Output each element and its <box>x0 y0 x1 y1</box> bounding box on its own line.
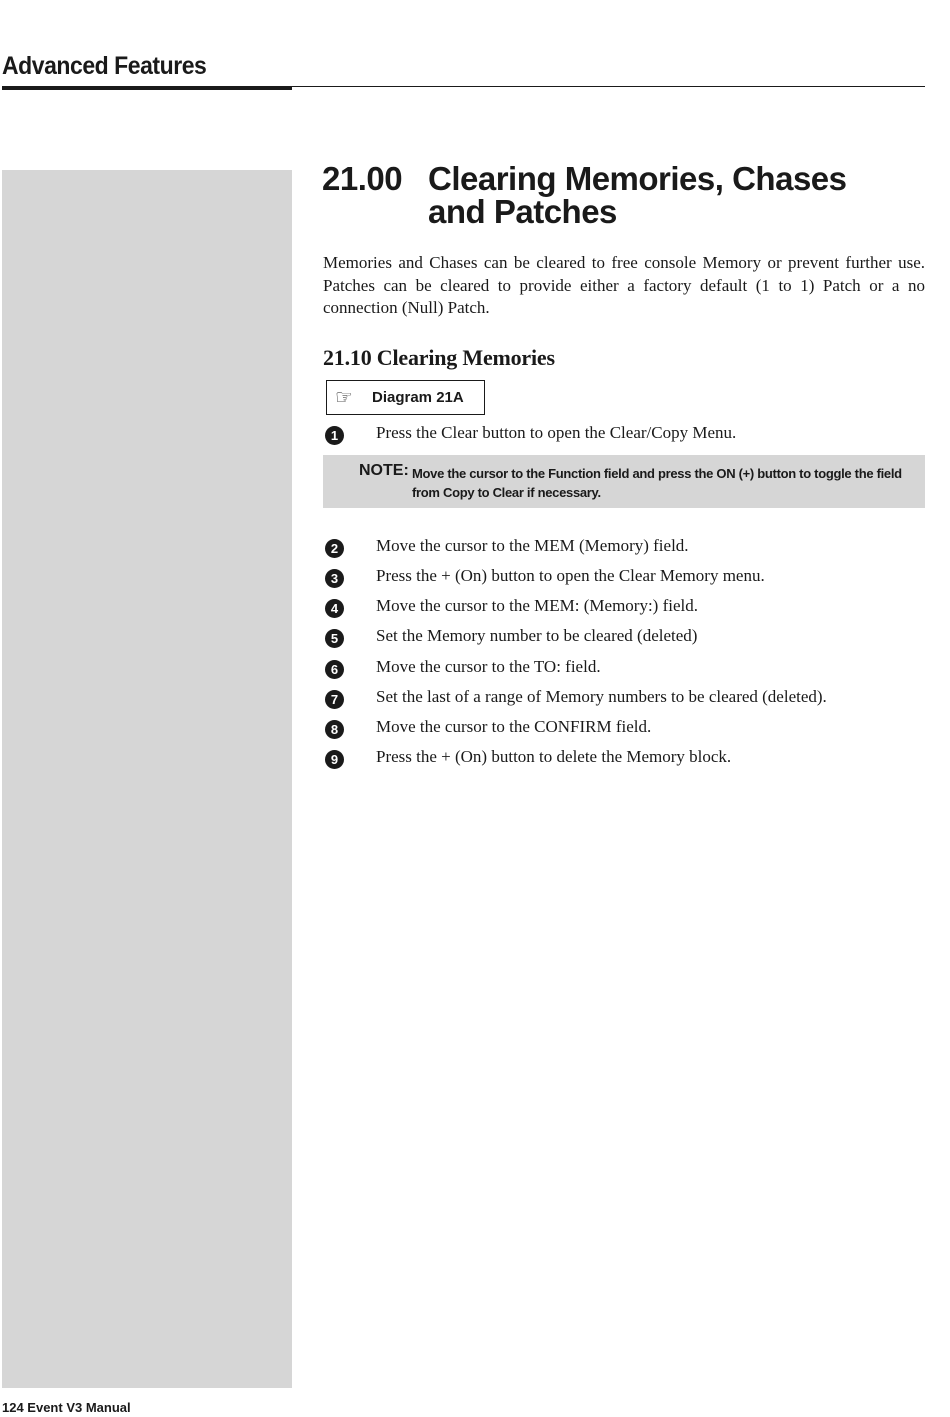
step-text: Press the + (On) button to open the Clear Memory menu. <box>376 566 765 585</box>
step-text: Move the cursor to the MEM: (Memory:) field. <box>376 596 698 615</box>
diagram-reference <box>326 380 485 415</box>
step-number: 5 <box>325 629 344 648</box>
step-text: Set the Memory number to be cleared (deleted) <box>376 626 698 645</box>
step-text: Move the cursor to the TO: field. <box>376 657 601 676</box>
step-text: Press the + (On) button to delete the Memory block. <box>376 747 732 766</box>
note-label: NOTE: <box>359 462 409 479</box>
step-text: Press the Clear button to open the Clear/Copy Menu. <box>376 423 737 442</box>
step-number: 4 <box>325 599 344 618</box>
note-box <box>323 455 925 508</box>
step-number: 1 <box>325 426 344 445</box>
chapter-title-text: Clearing Memories, Chases and Patches <box>428 160 847 230</box>
note-text: Move the cursor to the Function field and press the ON (+) button to toggle the field from Copy to Clear if necessary. <box>412 466 902 500</box>
step-number: 7 <box>325 690 344 709</box>
sidebar-margin <box>2 170 292 1388</box>
section-header-title: Advanced Features <box>2 52 207 80</box>
step-number: 3 <box>325 569 344 588</box>
step-number: 8 <box>325 720 344 739</box>
step-text: Move the cursor to the CONFIRM field. <box>376 717 652 736</box>
diagram-reference-label: Diagram 21A <box>372 389 464 406</box>
step-number: 9 <box>325 750 344 769</box>
pointing-hand-icon: ☞ <box>335 387 353 409</box>
step-number: 2 <box>325 539 344 558</box>
section-heading: 21.10 Clearing Memories <box>323 345 555 370</box>
intro-paragraph: Memories and Chases can be cleared to free console Memory or prevent further use. Patches can be cleared to provide either a factory default (1 to 1) Patch or a no connection (Null) Patch. <box>323 253 925 317</box>
page-footer: 124 Event V3 Manual <box>2 1400 131 1415</box>
step-text: Set the last of a range of Memory numbers to be cleared (deleted). <box>376 687 827 706</box>
header-rule-thin <box>292 86 925 87</box>
step-text: Move the cursor to the MEM (Memory) field. <box>376 536 689 555</box>
step-number: 6 <box>325 660 344 679</box>
header-rule-thick <box>2 86 292 90</box>
chapter-number: 21.00 <box>322 160 403 197</box>
